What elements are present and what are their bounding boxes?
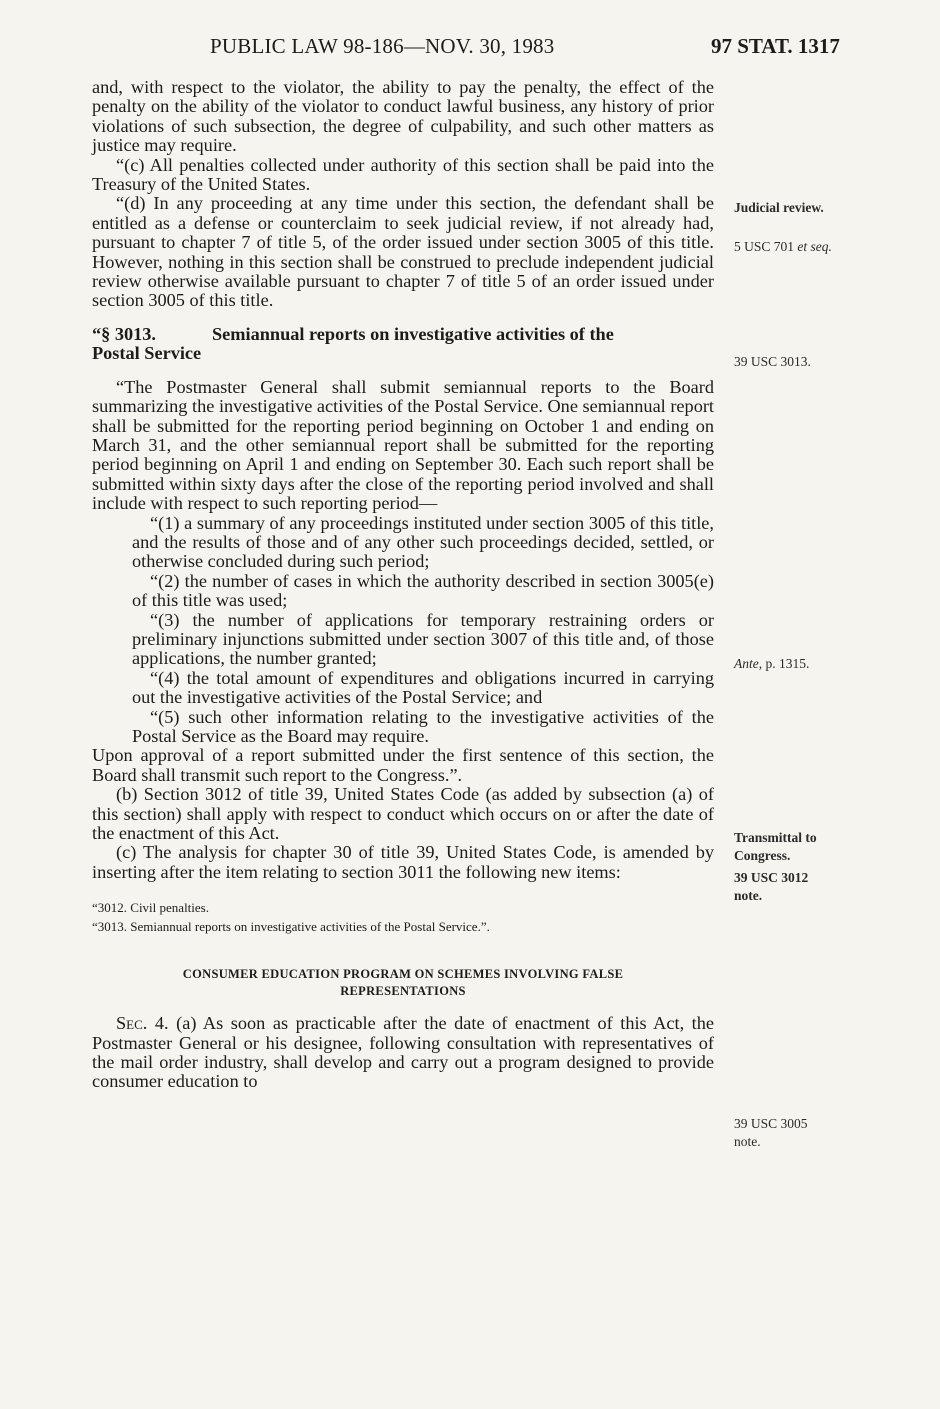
page-header (0, 34, 940, 64)
paragraph-sec4 (92, 1014, 714, 1092)
margin-note-39usc3005-1: 39 USC 3005 (734, 1116, 808, 1131)
analysis-item-3012: “3012. Civil penalties. (92, 900, 209, 916)
center-heading-line-1: CONSUMER EDUCATION PROGRAM ON SCHEMES INVOLVING FALSE (182, 967, 624, 982)
list-item-1: “(1) a summary of any proceedings instituted under section 3005 of this title, and the results of those and of any other such proceedings decided, settled, or otherwise concluded during such period; (132, 512, 714, 572)
analysis-items (92, 898, 714, 936)
sec4-text: (a) As soon as practicable after the date of enactment of this Act, the Postmaster General or his designee, following consultation with representatives of the mail order industry, shall develop and carry out a program designed to provide consumer education to (92, 1013, 714, 1092)
list-item-5: “(5) such other information relating to the investigative activities of the Postal Service as the Board may require. (132, 706, 714, 746)
margin-note-ante-page: p. 1315. (765, 656, 810, 671)
section-number: “§ 3013. (92, 323, 156, 344)
margin-note-39usc3012-2: note. (734, 888, 763, 903)
paragraph-c: “(c) All penalties collected under authority of this section shall be paid into the Treasury of the United States. (92, 154, 714, 195)
paragraph-approval: Upon approval of a report submitted under the first sentence of this section, the Board shall transmit such report to the Congress.”. (92, 745, 714, 785)
margin-note-transmittal (734, 829, 817, 865)
paragraph-3013-intro: “The Postmaster General shall submit semiannual reports to the Board summarizing the investigative activities of the Postal Service. One semiannual report shall be submitted for the reporting period beginning on October 1 and ending on March 31, and the other semiannual report shall be submitted for the reporting period beginning on April 1 and ending on September 30. Each such report shall be submitted within sixty days after the close of the reporting period involved and shall include with respect to such reporting period— (92, 376, 714, 514)
page-title: PUBLIC LAW 98-186—NOV. 30, 1983 (210, 34, 555, 58)
margin-note-39usc3005-2: note. (734, 1134, 761, 1149)
margin-note-transmittal-1: Transmittal to (734, 830, 817, 845)
margin-note-39usc3013: 39 USC 3013. (734, 354, 811, 369)
list-item-3: “(3) the number of applications for temporary restraining orders or preliminary injunctions submitted under section 3007 of this title and, of those applications, the number granted; (132, 609, 714, 669)
list-item-2: “(2) the number of cases in which the authority described in section 3005(e) of this title was used; (132, 570, 714, 611)
margin-note-5usc701 (734, 238, 832, 256)
margin-note-5usc701-text: 5 USC 701 (734, 239, 795, 254)
paragraph-b: (b) Section 3012 of title 39, United States Code (as added by subsection (a) of this section) shall apply with respect to conduct which occurs on or after the date of the enactment of this Act. (92, 784, 714, 844)
paragraph-continued: and, with respect to the violator, the ability to pay the penalty, the effect of the penalty on the ability of the violator to conduct lawful business, any history of prior violations of such subsection, the degree of culpability, and such other matters as justice may require. (92, 77, 714, 156)
center-heading-line-2: REPRESENTATIONS (340, 984, 466, 999)
stat-citation: 97 STAT. 1317 (711, 34, 840, 58)
section-3013-heading (92, 325, 714, 364)
sec4-label: Sec. 4. (116, 1013, 169, 1034)
margin-note-transmittal-2: Congress. (734, 848, 791, 863)
paragraph-c-analysis: (c) The analysis for chapter 30 of title 39, United States Code, is amended by inserting after the item relating to section 3011 the following new items: (92, 842, 714, 882)
margin-note-ante (734, 655, 809, 673)
paragraph-d: “(d) In any proceeding at any time under this section, the defendant shall be entitled as a defense or counterclaim to seek judicial review, if not already had, pursuant to chapter 7 of title 5, of the order issued under section 3005 of this title. However, nothing in this section shall be construed to preclude independent judicial review otherwise available pursuant to chapter 7 of title 5 of an order issued under section 3005 of this title. (92, 193, 714, 311)
analysis-item-3013: “3013. Semiannual reports on investigative activities of the Postal Service.”. (92, 919, 490, 935)
margin-note-ante-label: Ante, (734, 656, 763, 671)
main-text (92, 78, 714, 1092)
section-title-line-2: Postal Service (92, 343, 202, 364)
section-title-line-1: Semiannual reports on investigative activities of the (212, 323, 614, 344)
margin-note-39usc3012 (734, 869, 808, 905)
margin-note-judicial-review: Judicial review. (734, 200, 824, 215)
margin-note-et-seq: et seq. (797, 239, 832, 254)
list-item-4: “(4) the total amount of expenditures and obligations incurred in carrying out the investigative activities of the Postal Service; and (132, 667, 714, 708)
center-heading (92, 966, 714, 1000)
margin-note-39usc3005 (734, 1115, 808, 1151)
margin-note-39usc3012-1: 39 USC 3012 (734, 870, 809, 885)
